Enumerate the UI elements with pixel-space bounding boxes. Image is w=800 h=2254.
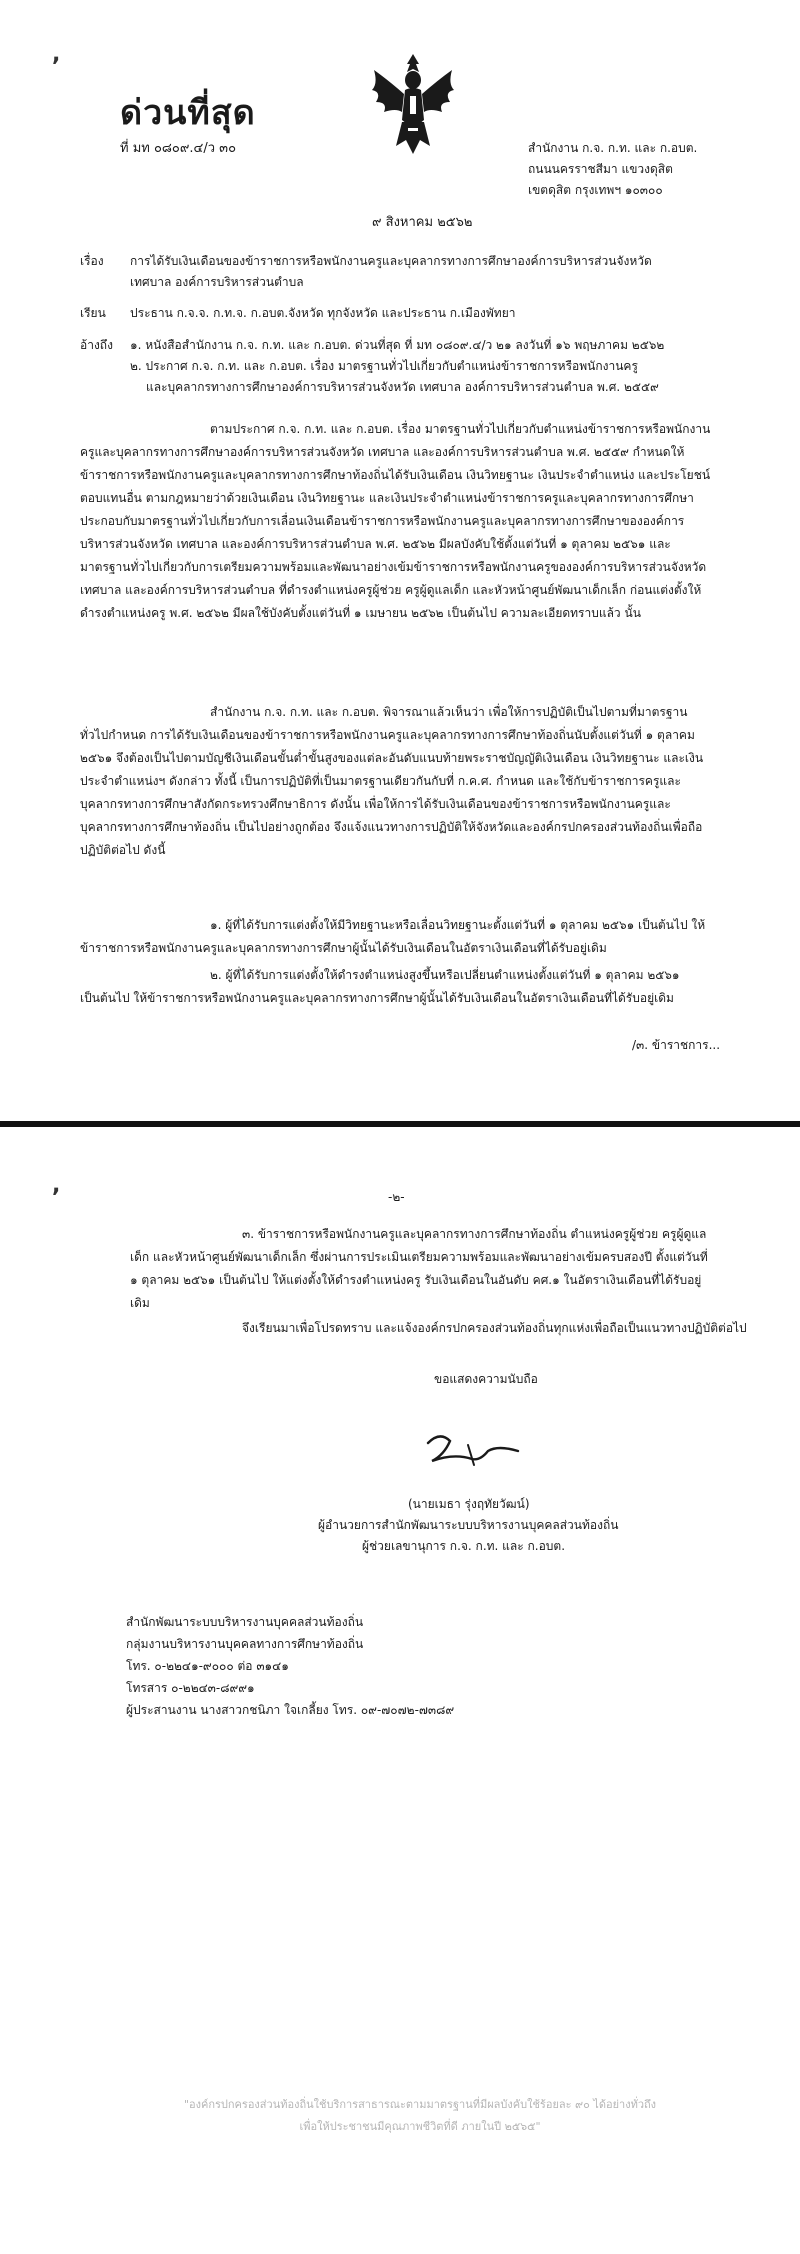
body-paragraph-2: สำนักงาน ก.จ. ก.ท. และ ก.อบต. พิจารณาแล้วเห็นว่า เพื่อให้การปฏิบัติเป็นไปตามที่มาตรฐานทั่วไปกำหนด การได้รับเงินเดือนของข้าราชการหรือพนักงานครูและบุคลากรทางการศึกษาท้องถิ่นนับตั้งแต่วันที่ ๑ ตุลาคม ๒๕๖๑ จึงต้องเป็นไปตามบัญชีเงินเดือนขั้นต่ำขั้นสูงของแต่ละอันดับแนบท้ายพระราชบัญญัติเงินเดือน เงินวิทยฐานะ และเงินประจำตำแหน่งฯ ดังกล่าว ทั้งนี้ เป็นการปฏิบัติที่เป็นมาตรฐานเดียวกันกับที่ ก.ค.ศ. กำหนด และใช้กับข้าราชการครูและบุคลากรทางการศึกษาสังกัดกระทรวงศึกษาธิการ ดังนั้น เพื่อให้การได้รับเงินเดือนของข้าราชการหรือพนักงานครูและบุคลากรทางการศึกษาท้องถิ่น เป็นไปอย่างถูกต้อง จึงแจ้งแนวทางการปฏิบัติให้จังหวัดและองค์กรปกครองส่วนท้องถิ่นเพื่อถือปฏิบัติต่อไป ดังนี้ [80, 705, 704, 857]
office-address-line-1: ถนนนครราชสีมา แขวงดุสิต [528, 162, 673, 176]
page-number: -๒- [388, 1190, 405, 1204]
contact-group: กลุ่มงานบริหารงานบุคคลทางการศึกษาท้องถิ่น [126, 1637, 364, 1651]
corner-mark: , [52, 42, 61, 67]
corner-mark: , [52, 1173, 61, 1198]
contact-phone: โทร. ๐-๒๒๔๑-๙๐๐๐ ต่อ ๓๑๔๑ [126, 1659, 289, 1673]
contact-coordinator: ผู้ประสานงาน นางสาวกชนิภา ใจเกลี้ยง โทร. ๐๙-๗๐๗๒-๗๓๘๙ [126, 1703, 455, 1717]
signer-title: ผู้อำนวยการสำนักพัฒนาระบบบริหารงานบุคคลส่วนท้องถิ่น [318, 1518, 619, 1532]
reference-1: ๑. หนังสือสำนักงาน ก.จ. ก.ท. และ ก.อบต. ด่วนที่สุด ที่ มท ๐๘๐๙.๔/ว ๒๑ ลงวันที่ ๑๖ พฤษภาคม ๒๕๖๒ [130, 338, 665, 352]
instruction-item-2: ๒. ผู้ที่ได้รับการแต่งตั้งให้ดำรงตำแหน่งสูงขึ้นหรือเปลี่ยนตำแหน่งตั้งแต่วันที่ ๑ ตุลาคม ๒๕๖๑ เป็นต้นไป ให้ข้าราชการหรือพนักงานครูและบุคลากรทางการศึกษาผู้นั้นได้รับเงินเดือนในอัตราเงินเดือนที่ได้รับอยู่เดิม [80, 968, 680, 1005]
footer-slogan [140, 2094, 700, 2138]
recipient-label: เรียน [80, 306, 106, 320]
reference-2-cont: และบุคลากรทางการศึกษาองค์การบริหารส่วนจังหวัด เทศบาล องค์การบริหารส่วนตำบล พ.ศ. ๒๕๕๙ [146, 380, 659, 394]
instruction-item-1: ๑. ผู้ที่ได้รับการแต่งตั้งให้มีวิทยฐานะหรือเลื่อนวิทยฐานะตั้งแต่วันที่ ๑ ตุลาคม ๒๕๖๑ เป็นต้นไป ให้ข้าราชการหรือพนักงานครูและบุคลากรทางการศึกษาผู้นั้นได้รับเงินเดือนในอัตราเงินเดือนที่ได้รับอยู่เดิม [80, 918, 706, 955]
office-address-line-2: เขตดุสิต กรุงเทพฯ ๑๐๓๐๐ [528, 183, 663, 197]
reference-2: ๒. ประกาศ ก.จ. ก.ท. และ ก.อบต. เรื่อง มาตรฐานทั่วไปเกี่ยวกับตำแหน่งข้าราชการหรือพนักงานครู [130, 359, 638, 373]
subject-line-2: เทศบาล องค์การบริหารส่วนตำบล [130, 275, 304, 289]
instruction-item-3: ๓. ข้าราชการหรือพนักงานครูและบุคลากรทางการศึกษาท้องถิ่น ตำแหน่งครูผู้ช่วย ครูผู้ดูแลเด็ก และหัวหน้าศูนย์พัฒนาเด็กเล็ก ซึ่งผ่านการประเมินเตรียมความพร้อมและพัฒนาอย่างเข้มครบสองปี ตั้งแต่วันที่ ๑ ตุลาคม ๒๕๖๑ เป็นต้นไป ให้แต่งตั้งให้ดำรงตำแหน่งครู รับเงินเดือนในอันดับ คศ.๑ ในอัตราเงินเดือนที่ได้รับอยู่เดิม [130, 1227, 708, 1310]
handwritten-signature [410, 1421, 530, 1481]
footer-slogan-line-1: "องค์กรปกครองส่วนท้องถิ่นใช้บริการสาธารณะตามมาตรฐานที่มีผลบังคับใช้ร้อยละ ๙๐ ได้อย่างทั่วถึง [183, 2098, 657, 2111]
letter-page-2 [0, 1127, 800, 2254]
regards-text: ขอแสดงความนับถือ [434, 1372, 538, 1386]
subject-label: เรื่อง [80, 254, 104, 268]
urgency-heading: ด่วนที่สุด [120, 93, 256, 133]
subject-line-1: การได้รับเงินเดือนของข้าราชการหรือพนักงานครูและบุคลากรทางการศึกษาองค์การบริหารส่วนจังหวัด [130, 254, 652, 268]
recipient: ประธาน ก.จ.จ. ก.ท.จ. ก.อบต.จังหวัด ทุกจังหวัด และประธาน ก.เมืองพัทยา [130, 306, 516, 320]
contact-department: สำนักพัฒนาระบบบริหารงานบุคคลส่วนท้องถิ่น [126, 1615, 364, 1629]
garuda-emblem-icon [368, 50, 458, 160]
closing-sentence: จึงเรียนมาเพื่อโปรดทราบ และแจ้งองค์กรปกครองส่วนท้องถิ่นทุกแห่งเพื่อถือเป็นแนวทางปฏิบัติต่อไป [242, 1321, 747, 1335]
signer-name: (นายเมธา รุ่งฤทัยวัฒน์) [408, 1497, 530, 1511]
letter-page-1 [0, 0, 800, 1121]
document-number: ที่ มท ๐๘๐๙.๔/ว ๓๐ [120, 141, 236, 156]
office-name: สำนักงาน ก.จ. ก.ท. และ ก.อบต. [528, 141, 698, 155]
letter-date: ๙ สิงหาคม ๒๕๖๒ [372, 215, 473, 230]
signer-role: ผู้ช่วยเลขานุการ ก.จ. ก.ท. และ ก.อบต. [362, 1539, 566, 1553]
footer-slogan-line-2: เพื่อให้ประชาชนมีคุณภาพชีวิตที่ดี ภายในปี ๒๕๖๕" [299, 2120, 541, 2133]
body-paragraph-1: ตามประกาศ ก.จ. ก.ท. และ ก.อบต. เรื่อง มาตรฐานทั่วไปเกี่ยวกับตำแหน่งข้าราชการหรือพนักงานครูและบุคลากรทางการศึกษาองค์การบริหารส่วนจังหวัด เทศบาล และองค์การบริหารส่วนตำบล พ.ศ. ๒๕๕๙ กำหนดให้ข้าราชการหรือพนักงานครูและบุคลากรทางการศึกษาท้องถิ่นได้รับเงินเดือน เงินวิทยฐานะ เงินประจำตำแหน่ง และประโยชน์ตอบแทนอื่น ตามกฎหมายว่าด้วยเงินเดือน เงินวิทยฐานะ และเงินประจำตำแหน่งข้าราชการครูและบุคลากรทางการศึกษา ประกอบกับมาตรฐานทั่วไปเกี่ยวกับการเลื่อนเงินเดือนข้าราชการหรือพนักงานครูและบุคลากรทางการศึกษาขององค์การบริหารส่วนจังหวัด เทศบาล และองค์การบริหารส่วนตำบล พ.ศ. ๒๕๖๒ มีผลบังคับใช้ตั้งแต่วันที่ ๑ ตุลาคม ๒๕๖๑ และมาตรฐานทั่วไปเกี่ยวกับการเตรียมความพร้อมและพัฒนาอย่างเข้มข้าราชการหรือพนักงานครูขององค์การบริหารส่วนจังหวัด เทศบาล และองค์การบริหารส่วนตำบล ที่ดำรงตำแหน่งครูผู้ช่วย ครูผู้ดูแลเด็ก และหัวหน้าศูนย์พัฒนาเด็กเล็ก ก่อนแต่งตั้งให้ดำรงตำแหน่งครู พ.ศ. ๒๕๖๒ มีผลใช้บังคับตั้งแต่วันที่ ๑ เมษายน ๒๕๖๒ เป็นต้นไป ความละเอียดทราบแล้ว นั้น [80, 422, 711, 620]
reference-label: อ้างถึง [80, 338, 113, 352]
continued-marker: /๓. ข้าราชการ... [632, 1038, 721, 1052]
contact-fax: โทรสาร ๐-๒๒๔๓-๘๙๙๑ [126, 1681, 255, 1695]
